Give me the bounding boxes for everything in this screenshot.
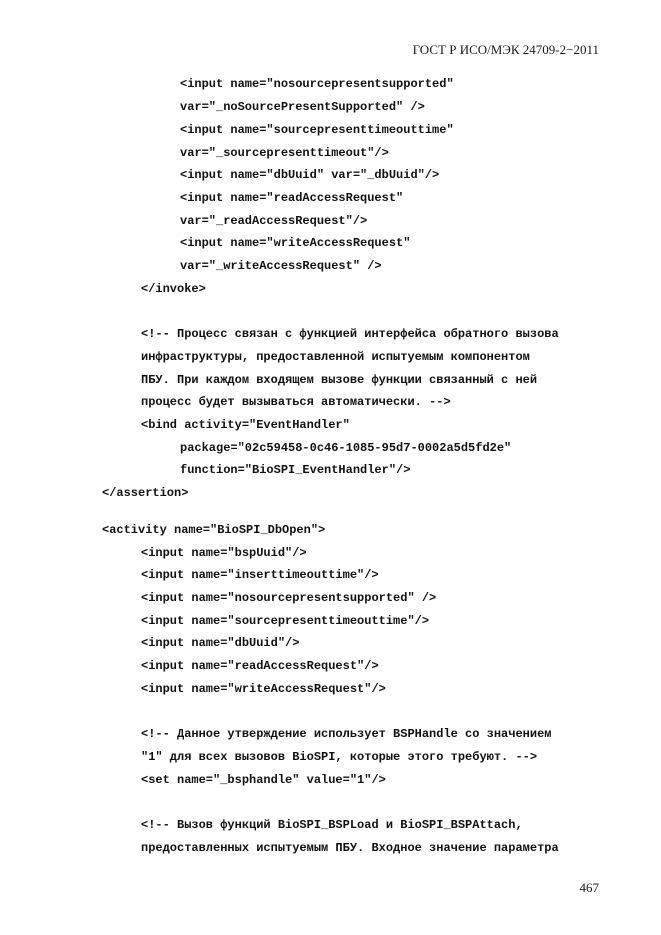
code-line: <set name="_bsphandle" value="1"/> [141,773,386,787]
code-line: var="_noSourcePresentSupported" /> [180,100,425,114]
code-line: var="_readAccessRequest"/> [180,214,368,228]
code-comment-line: <!-- Процесс связан с функцией интерфейса обратного вызова [141,327,559,341]
code-line: var="_sourcepresenttimeout"/> [180,146,389,160]
code-line: <input name="readAccessRequest" [180,191,404,205]
code-line: <input name="writeAccessRequest" [180,236,411,250]
code-line: <input name="sourcepresenttimeouttime" [180,123,454,137]
code-line: </invoke> [141,282,206,296]
code-line: <input name="readAccessRequest"/> [141,659,379,673]
code-line: var="_writeAccessRequest" /> [180,259,382,273]
code-comment-line: "1" для всех вызовов BioSPI, которые этого требуют. --> [141,750,538,764]
code-comment-line: процесс будет вызываться автоматически. --> [141,395,451,409]
code-line: <input name="writeAccessRequest"/> [141,682,386,696]
code-comment-line: ПБУ. При каждом входящем вызове функции связанный с ней [141,373,538,387]
page-number: 467 [579,880,599,895]
code-line: <input name="nosourcepresentsupported" [180,77,454,91]
code-line: <activity name="BioSPI_DbOpen"> [102,523,326,537]
code-comment-line: инфраструктуры, предоставленной испытуемым компонентом [141,350,530,364]
code-line: <input name="dbUuid"/> [141,636,300,650]
code-line: package="02c59458-0c46-1085-95d7-0002a5d5fd2e" [180,441,512,455]
code-line: </assertion> [102,486,189,500]
code-line: <input name="inserttimeouttime"/> [141,568,379,582]
code-line: function="BioSPI_EventHandler"/> [180,463,411,477]
code-line: <input name="sourcepresenttimeouttime"/> [141,614,430,628]
code-line: <bind activity="EventHandler" [141,418,350,432]
code-line: <input name="dbUuid" var="_dbUuid"/> [180,168,440,182]
document-header: ГОСТ Р ИСО/МЭК 24709-2−2011 [412,42,599,57]
code-comment-line: <!-- Данное утверждение использует BSPHandle со значением [141,727,552,741]
code-comment-line: предоставленных испытуемым ПБУ. Входное значение параметра [141,841,559,855]
code-line: <input name="nosourcepresentsupported" /> [141,591,437,605]
code-line: <input name="bspUuid"/> [141,546,307,560]
code-comment-line: <!-- Вызов функций BioSPI_BSPLoad и BioSPI_BSPAttach, [141,818,523,832]
